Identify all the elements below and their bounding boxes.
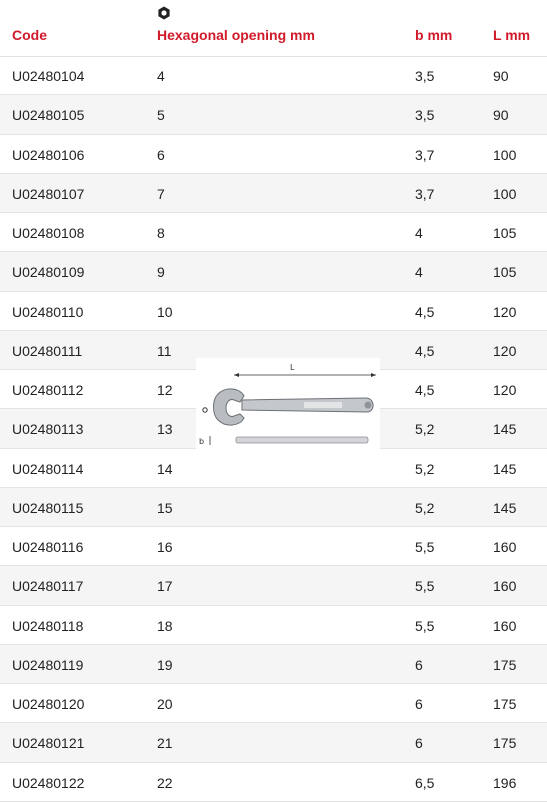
cell-l: 145: [493, 499, 517, 516]
table-row: [0, 252, 547, 291]
cell-code: U02480104: [12, 68, 85, 84]
cell-code: U02480122: [12, 774, 85, 791]
cell-opening: 20: [157, 696, 173, 712]
cell-opening: 22: [157, 774, 173, 791]
cell-b: 3,7: [415, 146, 435, 163]
cell-l: 120: [493, 303, 517, 320]
table-row: [0, 763, 547, 802]
table-row: [0, 135, 547, 174]
cell-b: 4: [415, 225, 423, 241]
cell-opening: 19: [157, 656, 173, 673]
cell-l: 145: [493, 460, 517, 477]
cell-l: 196: [493, 774, 517, 791]
cell-opening: 6: [157, 146, 165, 163]
cell-opening: 21: [157, 735, 173, 752]
thickness-label: b: [199, 437, 205, 446]
cell-opening: 7: [157, 185, 165, 202]
column-header-opening: Hexagonal opening mm: [157, 27, 315, 43]
cell-code: U02480118: [12, 617, 84, 634]
table-row: [0, 645, 547, 684]
table-row: [0, 449, 547, 488]
cell-b: 4,5: [415, 382, 435, 398]
table-row: [0, 723, 547, 762]
cell-b: 6: [415, 696, 423, 712]
column-header-b: b mm: [415, 27, 453, 43]
cell-b: 4: [415, 264, 423, 281]
cell-opening: 10: [157, 303, 173, 320]
table-row: [0, 56, 547, 95]
cell-l: 175: [493, 735, 517, 752]
column-header-l: L mm: [493, 27, 531, 43]
table-row: [0, 566, 547, 605]
cell-l: 90: [493, 68, 509, 84]
cell-b: 3,5: [415, 68, 435, 84]
cell-b: 6: [415, 735, 423, 752]
cell-l: 90: [493, 107, 509, 124]
cell-opening: 5: [157, 107, 165, 124]
cell-b: 5,2: [415, 499, 435, 516]
cell-l: 160: [493, 578, 517, 595]
cell-opening: 11: [157, 342, 172, 359]
cell-code: U02480111: [12, 342, 83, 359]
column-header-code: Code: [12, 27, 47, 43]
cell-code: U02480107: [12, 185, 85, 202]
table-row: [0, 684, 547, 723]
cell-code: U02480121: [12, 735, 85, 752]
cell-b: 6,5: [415, 774, 435, 791]
cell-b: 5,5: [415, 617, 435, 634]
cell-code: U02480117: [12, 578, 84, 595]
cell-code: U02480105: [12, 107, 85, 124]
cell-code: U02480108: [12, 225, 85, 241]
cell-l: 145: [493, 421, 517, 438]
cell-code: U02480116: [12, 539, 84, 555]
table-row: [0, 292, 547, 331]
cell-l: 100: [493, 146, 517, 163]
cell-l: 105: [493, 264, 517, 281]
cell-opening: 15: [157, 499, 173, 516]
cell-opening: 18: [157, 617, 173, 634]
cell-code: U02480112: [12, 382, 84, 398]
cell-opening: 17: [157, 578, 173, 595]
cell-l: 160: [493, 539, 517, 555]
cell-b: 5,2: [415, 460, 435, 477]
cell-code: U02480120: [12, 696, 85, 712]
cell-l: 105: [493, 225, 517, 241]
hexagon-nut-icon: [157, 6, 171, 20]
table-row: [0, 527, 547, 566]
cell-b: 5,5: [415, 578, 435, 595]
cell-opening: 14: [157, 460, 173, 477]
table-row: [0, 174, 547, 213]
cell-b: 3,7: [415, 185, 435, 202]
cell-l: 120: [493, 382, 517, 398]
cell-opening: 13: [157, 421, 173, 438]
table-row: [0, 488, 547, 527]
table-header: [0, 0, 547, 57]
wrench-drawing: [196, 358, 380, 450]
cell-b: 4,5: [415, 342, 435, 359]
cell-code: U02480119: [12, 656, 84, 673]
cell-l: 175: [493, 696, 517, 712]
cell-l: 120: [493, 342, 517, 359]
cell-l: 160: [493, 617, 517, 634]
cell-opening: 8: [157, 225, 165, 241]
cell-b: 6: [415, 656, 423, 673]
table-row: [0, 606, 547, 645]
cell-code: U02480109: [12, 264, 85, 281]
cell-b: 3,5: [415, 107, 435, 124]
cell-opening: 16: [157, 539, 173, 555]
cell-opening: 9: [157, 264, 165, 281]
cell-code: U02480114: [12, 460, 84, 477]
length-label: L: [290, 363, 295, 372]
cell-l: 175: [493, 656, 517, 673]
cell-opening: 4: [157, 68, 165, 84]
table-row: [0, 95, 547, 134]
cell-opening: 12: [157, 382, 173, 398]
cell-b: 5,5: [415, 539, 435, 555]
wrench-dimension-figure: [196, 358, 380, 450]
cell-code: U02480113: [12, 421, 84, 438]
cell-l: 100: [493, 185, 517, 202]
table-row: [0, 213, 547, 252]
cell-b: 4,5: [415, 303, 435, 320]
cell-b: 5,2: [415, 421, 435, 438]
cell-code: U02480110: [12, 303, 84, 320]
cell-code: U02480106: [12, 146, 85, 163]
cell-code: U02480115: [12, 499, 84, 516]
